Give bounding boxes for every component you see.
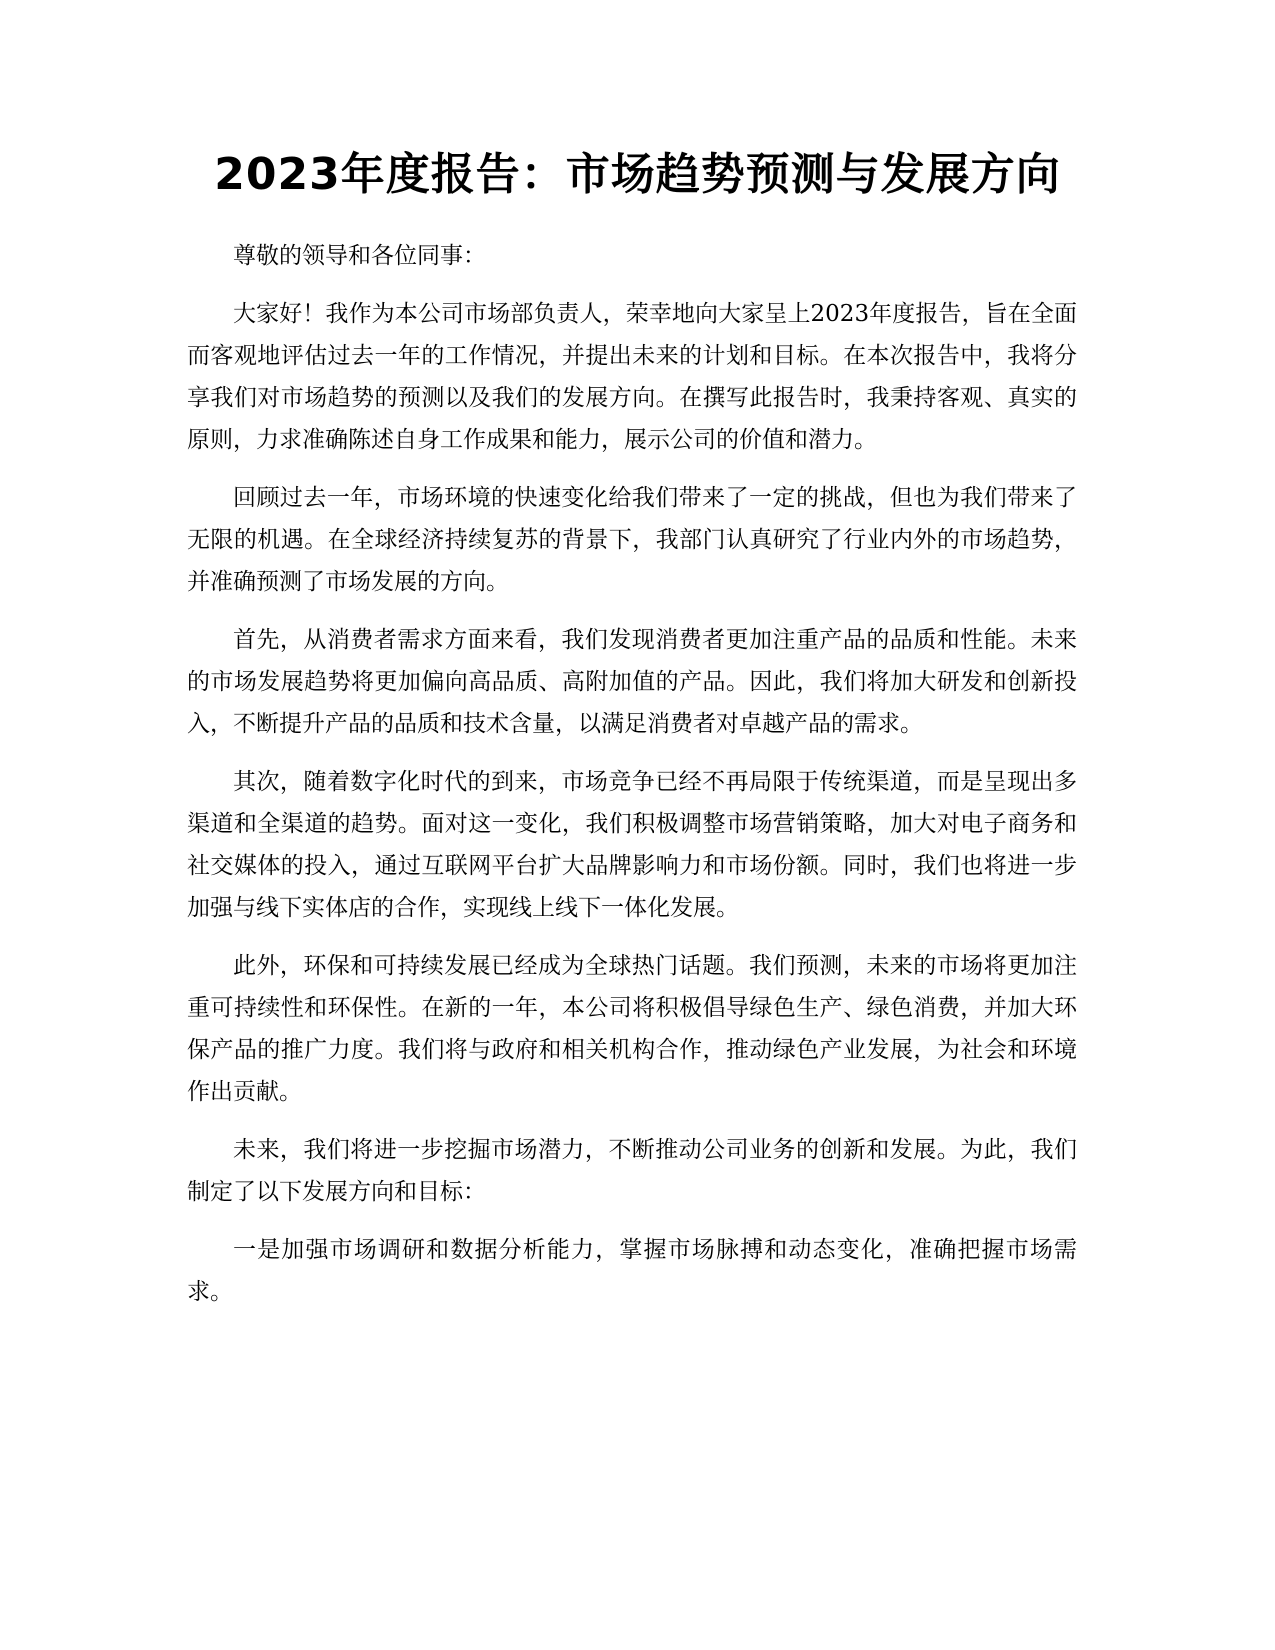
document-body (187, 235, 1077, 1329)
salutation-paragraph: 尊敬的领导和各位同事： (233, 243, 486, 269)
consumer-demand-paragraph: 首先，从消费者需求方面来看，我们发现消费者更加注重产品的品质和性能。未来的市场发展趋势将更加偏向高品质、高附加值的产品。因此，我们将加大研发和创新投入，不断提升产品的品质和技术含量，以满足消费者对卓越产品的需求。 (187, 627, 1077, 737)
document-title: 2023年度报告：市场趋势预测与发展方向 (214, 149, 1061, 200)
sustainability-paragraph: 此外，环保和可持续发展已经成为全球热门话题。我们预测，未来的市场将更加注重可持续性和环保性。在新的一年，本公司将积极倡导绿色生产、绿色消费，并加大环保产品的推广力度。我们将与政府和相关机构合作，推动绿色产业发展，为社会和环境作出贡献。 (187, 953, 1077, 1105)
future-direction-paragraph: 未来，我们将进一步挖掘市场潜力，不断推动公司业务的创新和发展。为此，我们制定了以下发展方向和目标： (187, 1137, 1077, 1205)
review-paragraph: 回顾过去一年，市场环境的快速变化给我们带来了一定的挑战，但也为我们带来了无限的机遇。在全球经济持续复苏的背景下，我部门认真研究了行业内外的市场趋势，并准确预测了市场发展的方向。 (187, 485, 1077, 595)
intro-paragraph: 大家好！我作为本公司市场部负责人，荣幸地向大家呈上2023年度报告，旨在全面而客观地评估过去一年的工作情况，并提出未来的计划和目标。在本次报告中，我将分享我们对市场趋势的预测以及我们的发展方向。在撰写此报告时，我秉持客观、真实的原则，力求准确陈述自身工作成果和能力，展示公司的价值和潜力。 (187, 301, 1077, 453)
digital-channels-paragraph: 其次，随着数字化时代的到来，市场竞争已经不再局限于传统渠道，而是呈现出多渠道和全渠道的趋势。面对这一变化，我们积极调整市场营销策略，加大对电子商务和社交媒体的投入，通过互联网平台扩大品牌影响力和市场份额。同时，我们也将进一步加强与线下实体店的合作，实现线上线下一体化发展。 (187, 769, 1077, 921)
goal-one-paragraph: 一是加强市场调研和数据分析能力，掌握市场脉搏和动态变化，准确把握市场需求。 (187, 1237, 1077, 1305)
